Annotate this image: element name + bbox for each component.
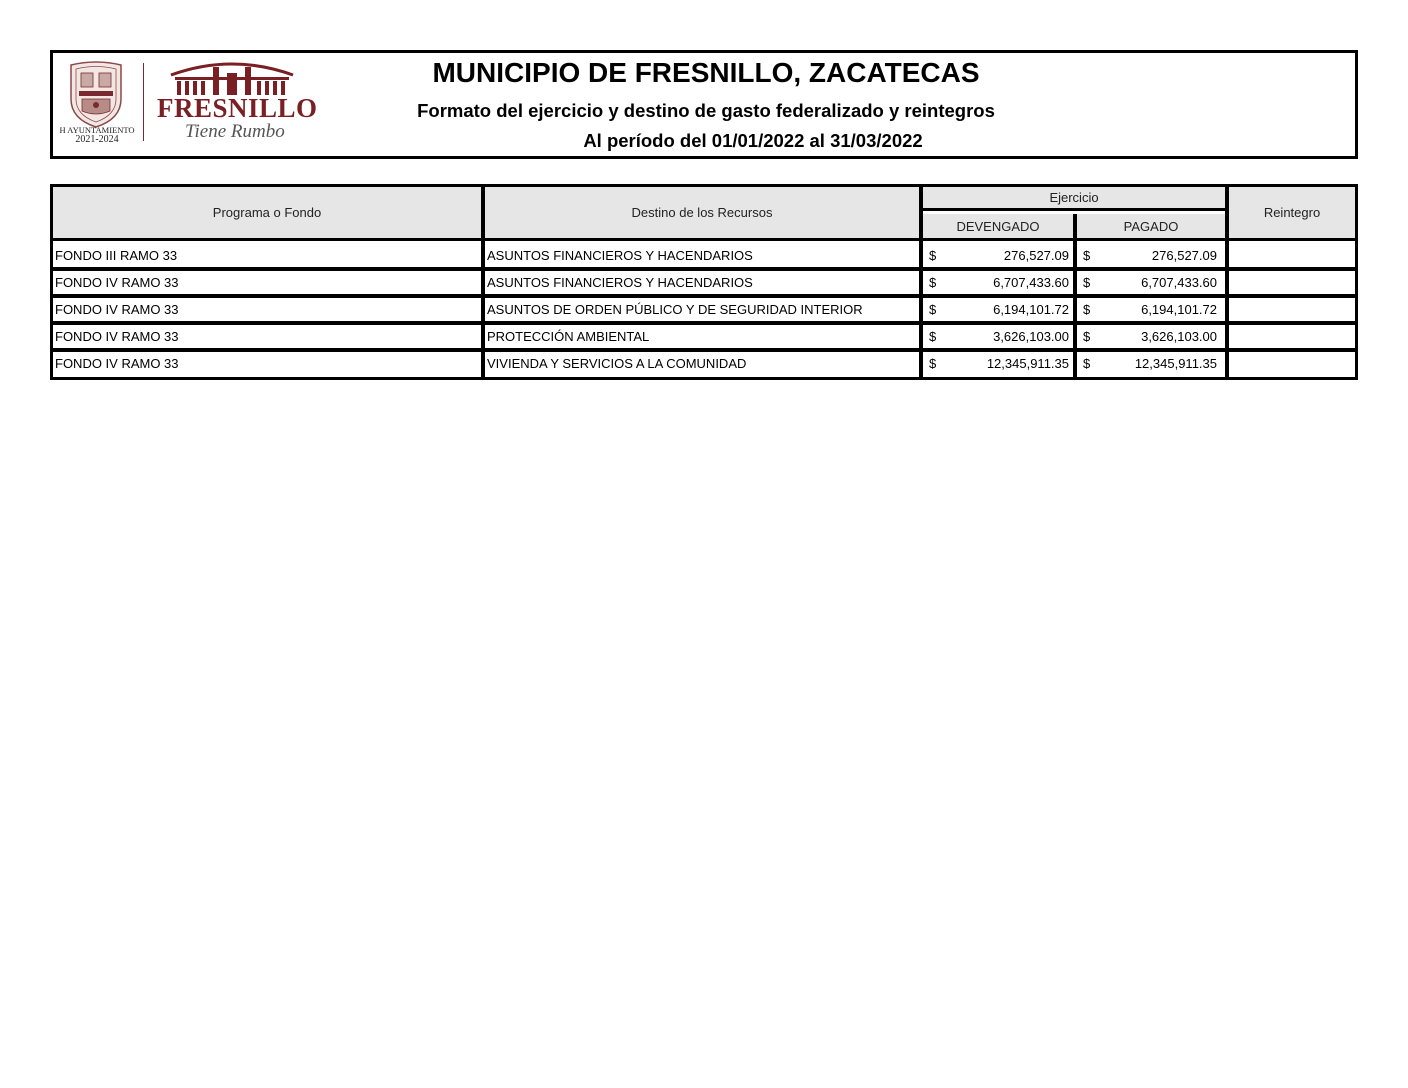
currency-symbol: $ (1083, 248, 1091, 263)
cell-pagado: 6,194,101.72 (1141, 302, 1217, 317)
page-subtitle: Formato del ejercicio y destino de gasto federalizado y reintegros (417, 100, 995, 121)
currency-symbol: $ (1083, 275, 1091, 290)
cell-pagado: 276,527.09 (1151, 248, 1217, 263)
cell-destino: ASUNTOS FINANCIEROS Y HACENDARIOS (487, 248, 753, 263)
brand-name: FRESNILLO (157, 93, 318, 123)
column-header-devengado: DEVENGADO (923, 214, 1073, 241)
municipal-seal-icon (65, 59, 127, 129)
cell-programa: FONDO IV RAMO 33 (55, 275, 179, 290)
currency-symbol: $ (929, 302, 937, 317)
column-header-destino: Destino de los Recursos (485, 187, 919, 241)
currency-symbol: $ (929, 356, 937, 371)
cell-pagado: 6,707,433.60 (1141, 275, 1217, 290)
cell-devengado: 276,527.09 (1003, 248, 1069, 263)
column-header-programa: Programa o Fondo (53, 187, 481, 241)
municipal-logo (59, 55, 318, 151)
cell-destino: VIVIENDA Y SERVICIOS A LA COMUNIDAD (487, 356, 747, 371)
currency-symbol: $ (1083, 302, 1091, 317)
row-divider (53, 321, 1355, 325)
report-header (50, 50, 1358, 159)
column-header-pagado: PAGADO (1077, 214, 1225, 241)
cell-destino: PROTECCIÓN AMBIENTAL (487, 329, 650, 344)
ayuntamiento-line-2: 2021-2024 (75, 134, 119, 145)
currency-symbol: $ (929, 329, 937, 344)
federalized-spending-table (50, 184, 1358, 380)
currency-symbol: $ (1083, 356, 1091, 371)
cell-programa: FONDO IV RAMO 33 (55, 329, 179, 344)
fresnillo-brand-logo (151, 55, 318, 151)
cell-pagado: 12,345,911.35 (1134, 356, 1217, 371)
cell-programa: FONDO III RAMO 33 (55, 248, 178, 263)
cell-devengado: 6,194,101.72 (993, 302, 1069, 317)
column-header-reintegro: Reintegro (1229, 187, 1355, 241)
cell-devengado: 3,626,103.00 (993, 329, 1069, 344)
currency-symbol: $ (1083, 329, 1091, 344)
currency-symbol: $ (929, 248, 937, 263)
row-divider (53, 267, 1355, 271)
page-title: MUNICIPIO DE FRESNILLO, ZACATECAS (432, 57, 980, 88)
cell-pagado: 3,626,103.00 (1141, 329, 1217, 344)
cell-destino: ASUNTOS FINANCIEROS Y HACENDARIOS (487, 275, 753, 290)
cell-destino: ASUNTOS DE ORDEN PÚBLICO Y DE SEGURIDAD INTERIOR (487, 302, 863, 317)
logo-divider (143, 63, 144, 141)
ayuntamiento-label (59, 126, 135, 144)
skyline-icon (169, 57, 295, 97)
column-header-ejercicio: Ejercicio (923, 187, 1225, 211)
cell-programa: FONDO IV RAMO 33 (55, 302, 179, 317)
row-divider (53, 348, 1355, 352)
brand-tagline: Tiene Rumbo (185, 121, 285, 142)
cell-devengado: 12,345,911.35 (986, 356, 1069, 371)
cell-devengado: 6,707,433.60 (993, 275, 1069, 290)
report-period: Al período del 01/01/2022 al 31/03/2022 (583, 130, 923, 151)
row-divider (53, 294, 1355, 298)
currency-symbol: $ (929, 275, 937, 290)
ayuntamiento-line-1: H AYUNTAMIENTO (59, 125, 135, 135)
cell-programa: FONDO IV RAMO 33 (55, 356, 179, 371)
